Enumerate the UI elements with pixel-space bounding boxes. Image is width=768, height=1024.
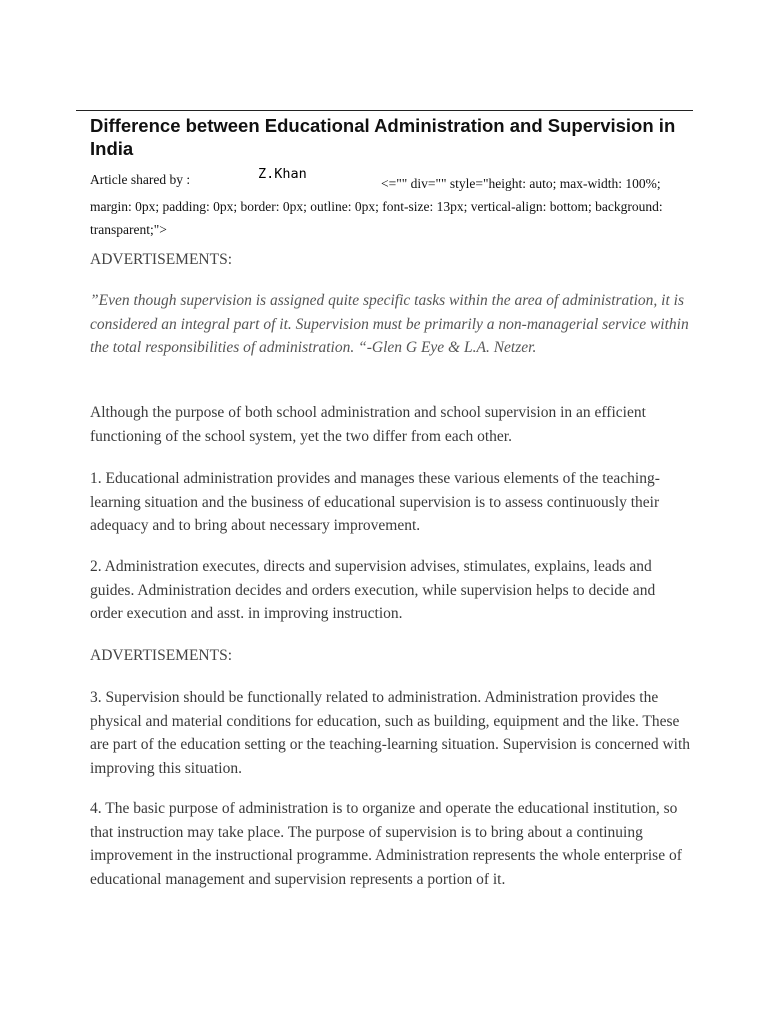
advertisement-label: ADVERTISEMENTS: <box>90 251 233 268</box>
stray-markup-text: <="" div="" style="height: auto; max-width: 100%; margin: 0px; padding: 0px; border: 0px; outline: 0px; font-size: 13px; vertical-align: bottom; background: transparent;"> <box>90 176 663 237</box>
article-quote: ”Even though supervision is assigned quite specific tasks within the area of administration, it is considered an integral part of it. Supervision must be primarily a non-managerial service within the total responsibilities of administration. “-Glen G Eye & L.A. Netzer. <box>90 292 689 356</box>
article-title: Difference between Educational Administration and Supervision in India <box>90 115 676 159</box>
top-divider <box>76 110 693 111</box>
point-1-paragraph: 1. Educational administration provides and manages these various elements of the teaching-learning situation and the business of educational supervision is to assess continuously their adequacy and to bring about necessary improvement. <box>90 470 660 534</box>
point-2-paragraph: 2. Administration executes, directs and supervision advises, stimulates, explains, leads and guides. Administration decides and orders execution, while supervision helps to decide and order execution and asst. in improving instruction. <box>90 558 656 622</box>
intro-paragraph: Although the purpose of both school administration and school supervision in an efficient functioning of the school system, yet the two differ from each other. <box>90 404 646 445</box>
byline-label: Article shared by : <box>90 172 191 187</box>
point-4-paragraph: 4. The basic purpose of administration is to organize and operate the educational institution, so that instruction may take place. The purpose of supervision is to bring about a continuing improvement in the instructional programme. Administration represents the whole enterprise of educational management and supervision represents a portion of it. <box>90 800 682 888</box>
advertisement-label: ADVERTISEMENTS: <box>90 647 233 664</box>
point-3-paragraph: 3. Supervision should be functionally related to administration. Administration provides the physical and material conditions for education, such as building, equipment and the like. These are part of the education setting or the teaching-learning situation. Supervision is concerned with improving this situation. <box>90 689 691 777</box>
author-name: Z.Khan <box>258 166 307 182</box>
